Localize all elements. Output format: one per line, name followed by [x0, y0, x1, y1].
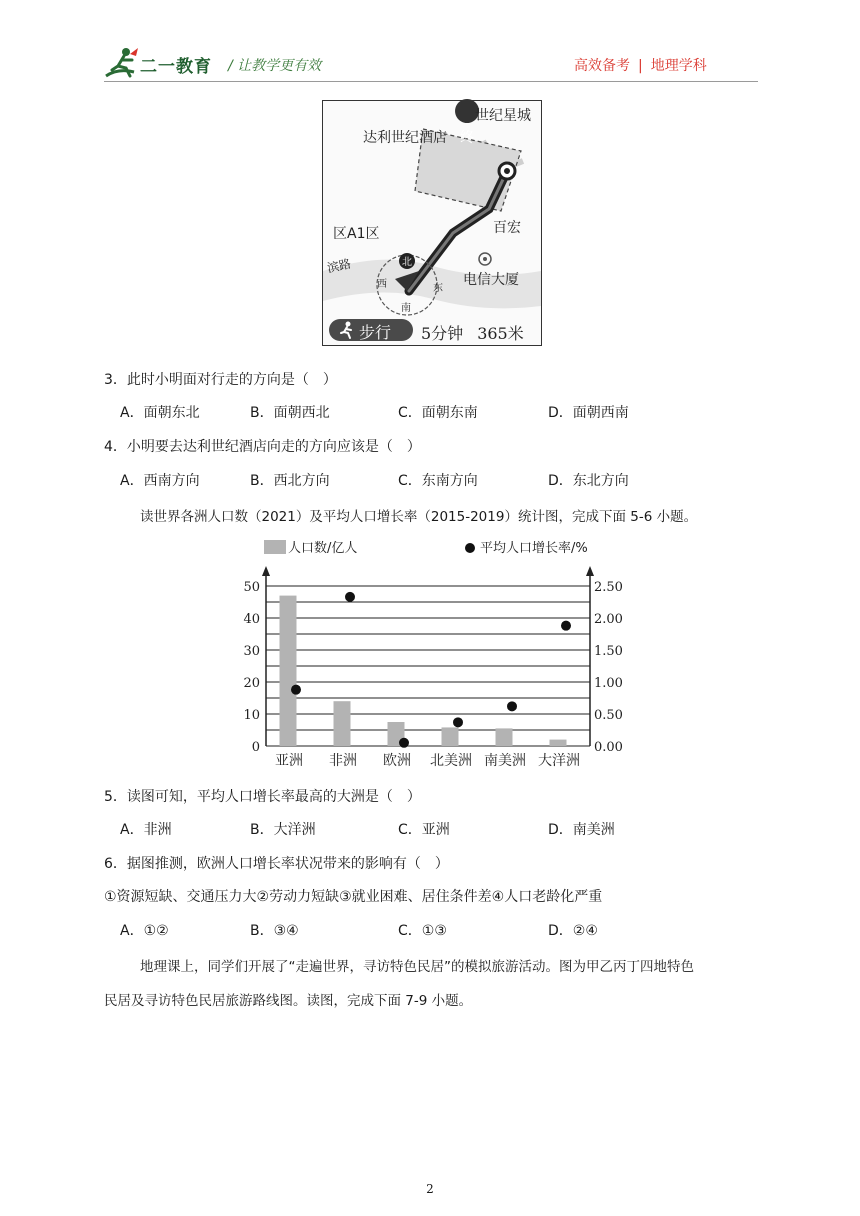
label-hotel: 达利世纪酒店 — [363, 130, 447, 146]
category-label: 欧洲 — [383, 753, 411, 769]
left-tick-label: 10 — [243, 708, 260, 723]
right-tick-label: 2.50 — [594, 580, 623, 595]
category-label: 亚洲 — [275, 753, 303, 769]
walk-info — [421, 321, 524, 344]
q3-option-c: C．面朝东南 — [398, 405, 478, 421]
right-tick-label: 2.00 — [594, 612, 623, 627]
q5-option-d: D．南美洲 — [548, 822, 615, 838]
compass-east: 东 — [433, 283, 443, 294]
legend-dot-label: 平均人口增长率/% — [480, 541, 588, 556]
header-divider — [104, 81, 758, 82]
compass-west: 西 — [377, 279, 387, 290]
logo-text: 二一教育 — [140, 57, 212, 77]
bar-南美洲 — [496, 728, 513, 746]
category-label: 北美洲 — [430, 753, 472, 769]
label-century-star-city: 世纪星城 — [475, 108, 531, 124]
dot-大洋洲 — [561, 621, 571, 631]
label-district: 区A1区 — [333, 226, 380, 242]
end-marker-icon: 终 — [460, 130, 474, 146]
right-tick-label: 0.00 — [594, 740, 623, 755]
label-road: 滨路 — [325, 256, 353, 276]
legend-bar-swatch — [264, 540, 286, 554]
bar-北美洲 — [442, 727, 459, 746]
bar-亚洲 — [280, 596, 297, 746]
slogan-text: 让教学更有效 — [237, 58, 322, 74]
dot-亚洲 — [291, 685, 301, 695]
dot-非洲 — [345, 592, 355, 602]
right-axis-arrow — [586, 566, 594, 576]
intro-7-9-line1: 地理课上，同学们开展了“走遍世界，寻访特色民居”的模拟旅游活动。图为甲乙丙丁四地特色 — [140, 959, 694, 975]
q3-option-a: A．面朝东北 — [120, 405, 200, 421]
q5-option-a: A．非洲 — [120, 822, 172, 838]
runner-logo-icon — [104, 46, 144, 80]
chart-svg — [240, 534, 623, 772]
legend-dot-swatch — [465, 543, 475, 553]
header-separator: | — [638, 58, 643, 74]
compass-south: 南 — [401, 303, 411, 314]
q4-option-b: B．西北方向 — [250, 473, 330, 489]
q4-option-c: C．东南方向 — [398, 473, 478, 489]
walk-time: 5分钟 — [421, 324, 464, 343]
category-label: 南美洲 — [484, 753, 526, 769]
q6-option-b: B．③④ — [250, 923, 299, 939]
intro-5-6: 读世界各洲人口数（2021）及平均人口增长率（2015-2019）统计图，完成下面 5-6 小题。 — [140, 509, 698, 525]
header-slogan: / 让教学更有效 — [228, 58, 322, 74]
header-right-left: 高效备考 — [574, 58, 630, 74]
category-label: 大洋洲 — [538, 753, 580, 769]
q3-option-b: B．面朝西北 — [250, 405, 330, 421]
intro-7-9-line2: 民居及寻访特色民居旅游路线图。读图，完成下面 7-9 小题。 — [104, 993, 473, 1009]
header-subject — [574, 55, 707, 75]
legend-bar-label: 人口数/亿人 — [288, 541, 358, 556]
q5-option-c: C．亚洲 — [398, 822, 450, 838]
right-tick-label: 1.50 — [594, 644, 623, 659]
left-tick-label: 40 — [243, 612, 260, 627]
page-header — [0, 0, 860, 90]
label-telecom-building: 电信大厦 — [463, 272, 519, 288]
category-label: 非洲 — [329, 753, 357, 769]
right-tick-label: 0.50 — [594, 708, 623, 723]
label-baihong: 百宏 — [493, 220, 521, 236]
q6-option-c: C．①③ — [398, 923, 447, 939]
left-axis-arrow — [262, 566, 270, 576]
bar-大洋洲 — [550, 740, 567, 746]
navigation-map — [322, 100, 542, 346]
dot-北美洲 — [453, 717, 463, 727]
left-tick-label: 20 — [243, 676, 260, 691]
q3-option-d: D．面朝西南 — [548, 405, 629, 421]
page-number: 2 — [426, 1182, 434, 1196]
walk-distance: 365米 — [477, 324, 524, 343]
q4-option-d: D．东北方向 — [548, 473, 629, 489]
question-6-stem: 6．据图推测，欧洲人口增长率状况带来的影响有（ ） — [104, 856, 449, 872]
population-chart — [240, 534, 623, 772]
q6-option-a: A．①② — [120, 923, 169, 939]
right-tick-label: 1.00 — [594, 676, 623, 691]
question-3-stem: 3．此时小明面对行走的方向是（ ） — [104, 372, 337, 388]
q6-option-d: D．②④ — [548, 923, 598, 939]
left-tick-label: 30 — [243, 644, 260, 659]
left-tick-label: 50 — [243, 580, 260, 595]
walk-icon — [337, 321, 357, 339]
question-5-stem: 5．读图可知，平均人口增长率最高的大洲是（ ） — [104, 789, 421, 805]
question-4-stem: 4．小明要去达利世纪酒店向走的方向应该是（ ） — [104, 439, 421, 455]
left-tick-label: 0 — [251, 740, 260, 755]
q4-option-a: A．西南方向 — [120, 473, 200, 489]
bar-非洲 — [334, 701, 351, 746]
header-right-right: 地理学科 — [650, 58, 707, 74]
q5-option-b: B．大洋洲 — [250, 822, 316, 838]
dot-欧洲 — [399, 738, 409, 748]
compass-north: 北 — [402, 257, 412, 268]
walk-summary — [329, 319, 535, 341]
dot-南美洲 — [507, 701, 517, 711]
question-6-items: ①资源短缺、交通压力大②劳动力短缺③就业困难、居住条件差④人口老龄化严重 — [104, 889, 603, 905]
walk-pill — [329, 319, 413, 341]
walk-mode: 步行 — [359, 323, 392, 342]
